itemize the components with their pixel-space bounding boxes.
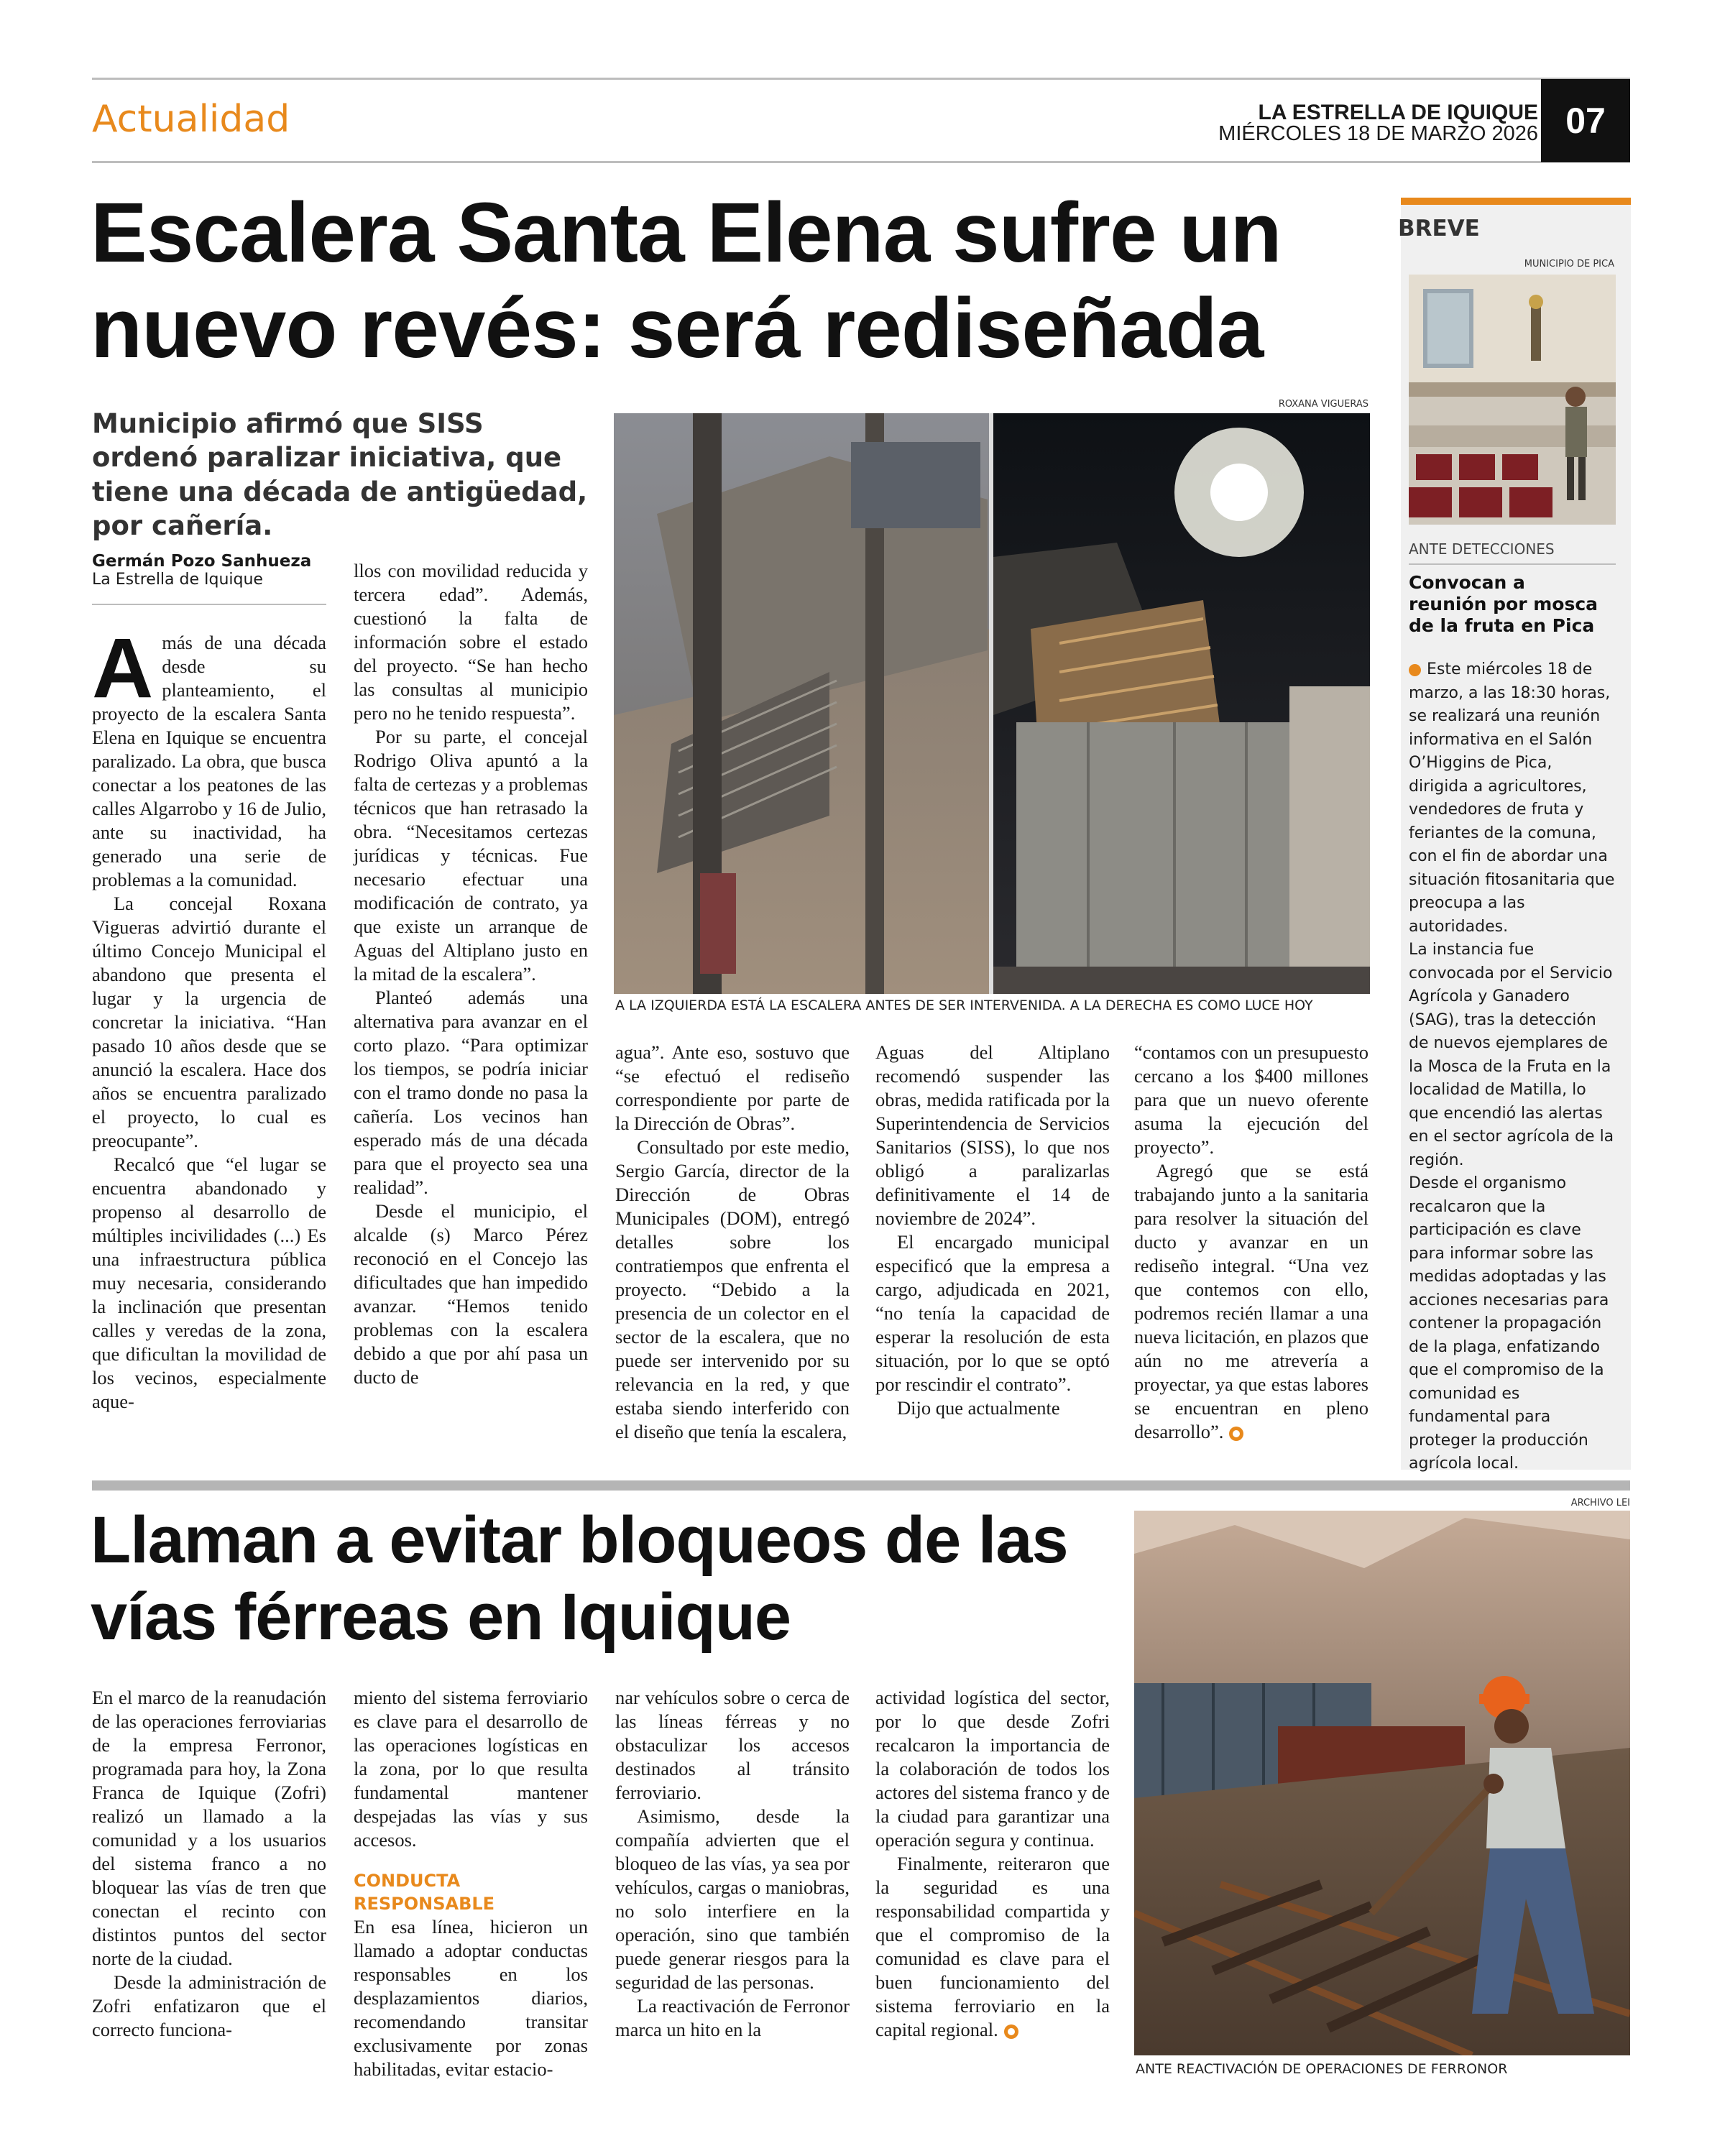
paragraph: La concejal Roxana Vigueras advirtió durante el último Concejo Municipal el abandono que presenta el lugar y la urgencia de concretar la iniciativa. “Han pasado 10 años desde que se anunció la escalera. Hace dos años se encuentra paralizado el proyecto, lo cual es preocupante”.: [92, 893, 326, 1151]
top-rule: [92, 78, 1630, 80]
article2-photo: [1134, 1511, 1630, 2055]
breve-body: [1409, 658, 1616, 1476]
paragraph: En el marco de la reanudación de las operaciones ferroviarias de la empresa Ferronor, programada para hoy, la Zona Franca de Iquique (Zofri) realizó un llamado a la comunidad y a los usuarios del sistema franco a no bloquear las vías de tren que conectan el recinto con distintos puntos del sector norte de la ciudad.: [92, 1687, 326, 1969]
end-of-article-icon: [1229, 1427, 1243, 1441]
article1-column-3: [615, 1041, 850, 1444]
paragraph-text: Agregó que se está trabajando junto a la sanitaria para resolver la situación del ducto y avanzar en un rediseño integral. “Una vez que contemos con ello, podremos recién llamar a una nueva licitación, en plazos que aún no me atrevería a proyectar, ya que estas labores se encuentran en pleno desarrollo”.: [1134, 1160, 1368, 1442]
section-label: Actualidad: [92, 98, 290, 141]
article1-photo: [614, 413, 1370, 994]
article1-headline-line1: Escalera Santa Elena sufre un: [91, 185, 1282, 280]
meeting-hall-photo: [1409, 275, 1616, 525]
breve-kicker-rule: [1409, 563, 1616, 565]
paragraph-text: Finalmente, reiteraron que la seguridad es una responsabilidad compartida y que el compromiso de la comunidad es clave para el buen funcionamiento del sistema ferroviario en la capital regional.: [875, 1853, 1110, 2040]
article1-column-4: [875, 1041, 1110, 1420]
header-rule: [92, 161, 1541, 163]
paragraph: Desde la administración de Zofri enfatizaron que el correcto funciona-: [92, 1971, 326, 2040]
article1-dek: Municipio afirmó que SISS ordenó paralizar iniciativa, que tiene una década de antigüedad, por cañería.: [92, 408, 588, 542]
breve-photo: [1409, 275, 1616, 525]
masthead: [1218, 102, 1538, 144]
paragraph: llos con movilidad reducida y tercera edad”. Además, cuestionó la falta de información sobre el estado del proyecto. “Se han hecho las consultas al municipio pero no he tenido respuesta”.: [354, 560, 588, 724]
article2-column-2: [354, 1686, 588, 2081]
breve-paragraph: [1409, 658, 1616, 939]
breve-title: BREVE: [1398, 216, 1480, 241]
paragraph: Recalcó que “el lugar se encuentra abandonado y propenso al desarrollo de múltiples incivilidades (...) Es una infraestructura pública muy necesaria, considerando la inclinación que presentan calles y veredas de la zona, que dificultan la movilidad de los vecinos, especialmente aque-: [92, 1153, 326, 1412]
article1-column-2: [354, 559, 588, 1389]
newspaper-name: LA ESTRELLA DE IQUIQUE: [1258, 101, 1538, 124]
byline-rule: [92, 604, 326, 605]
paragraph: Planteó además una alternativa para avanzar en el corto plazo. “Para optimizar los tiempos, se podría iniciar con el tramo donde no pasa la cañería. Los vecinos han esperado más de una década para que el proyecto sea una realidad”.: [354, 987, 588, 1198]
author-outlet: La Estrella de Iquique: [92, 571, 263, 589]
breve-photo-credit: MUNICIPIO DE PICA: [1524, 259, 1614, 270]
drop-cap: A: [92, 621, 154, 716]
paragraph: miento del sistema ferroviario es clave para el desarrollo de las operaciones logísticas en la zona, por lo que resulta fundamental mantener despejadas las vías y sus accesos.: [354, 1687, 588, 1851]
paragraph: actividad logística del sector, por lo que desde Zofri recalcaron la importancia de la colaboración de todos los actores del sistema franco y de la ciudad para garantizar una operación segura y continua.: [875, 1687, 1110, 1851]
paragraph: Asimismo, desde la compañía advierten que el bloqueo de las vías, ya sea por vehículos, cargas o maniobras, no solo interfiere en la operación, sino que también puede generar riesgos para la seguridad de las personas.: [615, 1805, 850, 1993]
article1-photo-caption: A LA IZQUIERDA ESTÁ LA ESCALERA ANTES DE SER INTERVENIDA. A LA DERECHA ES COMO LUCE HOY: [615, 998, 1313, 1013]
breve-kicker: ANTE DETECCIONES: [1409, 540, 1555, 558]
stair-comparison-photo: [614, 413, 1370, 994]
article2-photo-credit: ARCHIVO LEI: [1570, 1498, 1630, 1508]
article2-column-3: [615, 1686, 850, 2042]
paragraph: [1134, 1159, 1368, 1444]
article1-byline: [92, 552, 329, 589]
article2-column-4: [875, 1686, 1110, 2042]
article1-headline: [91, 185, 1384, 377]
article2-headline: [91, 1502, 1097, 1655]
article2-subhead: CONDUCTA RESPONSABLE: [354, 1871, 495, 1914]
article1-headline-line2: nuevo revés: será rediseñada: [91, 281, 1264, 377]
paragraph: Consultado por este medio, Sergio García, director de la Dirección de Obras Municipales (DOM), entregó detalles sobre los contratiempos que enfrenta el proyecto. “Debido a la presencia de un colector en el sector de la escalera, que no puede ser intervenido por su relevancia en la red, y que estaba siendo interferido con el diseño que tenía la escalera,: [615, 1136, 850, 1442]
author-name: Germán Pozo Sanhueza: [92, 552, 312, 571]
paragraph: Desde el municipio, el alcalde (s) Marco Pérez reconoció en el Concejo las dificultades que han impedido avanzar. “Hemos tenido problemas con la escalera debido a que por ahí pasa un ducto de: [354, 1200, 588, 1388]
paragraph: En esa línea, hicieron un llamado a adoptar conductas responsables en los desplazamientos diarios, recomendando transitar exclusivamente por zonas habilitadas, evitar estacio-: [354, 1916, 588, 2080]
issue-date: MIÉRCOLES 18 DE MARZO 2026: [1218, 122, 1538, 145]
paragraph: Por su parte, el concejal Rodrigo Oliva apuntó a la falta de certezas y a problemas técnicos que han retrasado la obra. “Necesitamos certezas jurídicas y técnicas. Fue necesario efectuar una modificación de contrato, ya que existe un arranque de Aguas del Altiplano justo en la mitad de la escalera”.: [354, 726, 588, 985]
breve-paragraph: La instancia fue convocada por el Servicio Agrícola y Ganadero (SAG), tras la detección de nuevos ejemplares de la Mosca de la Fruta en la localidad de Matilla, lo que encendió las alertas en el sector agrícola de la región.: [1409, 941, 1614, 1169]
paragraph: Dijo que actualmente: [897, 1397, 1060, 1419]
paragraph: La reactivación de Ferronor marca un hito en la: [615, 1995, 850, 2040]
end-of-article-icon: [1004, 2024, 1018, 2039]
article1-column-5: [1134, 1041, 1368, 1444]
paragraph: Aguas del Altiplano recomendó suspender las obras, medida ratificada por la Superintendencia de Servicios Sanitarios (SISS), lo que nos obligó a paralizarlas definitivamente el 14 de noviembre de 2024”.: [875, 1041, 1110, 1229]
orange-dot-icon: [1409, 664, 1421, 676]
article1-photo-credit: ROXANA VIGUERAS: [1278, 399, 1368, 410]
page-number: 07: [1541, 79, 1630, 162]
paragraph: agua”. Ante eso, sostuvo que “se efectuó el rediseño correspondiente por parte de la Dirección de Obras”.: [615, 1041, 850, 1134]
article2-column-1: [92, 1686, 326, 2042]
paragraph: El encargado municipal especificó que la empresa a cargo, adjudicada en 2021, “no tenía la capacidad de esperar la resolución de esta situación, por lo que se optó por rescindir el contrato”.: [875, 1231, 1110, 1395]
article2-photo-caption: ANTE REACTIVACIÓN DE OPERACIONES DE FERRONOR: [1136, 2061, 1508, 2077]
paragraph: “contamos con un presupuesto cercano a los $400 millones para que un nuevo oferente asuma la ejecución del proyecto”.: [1134, 1041, 1368, 1158]
paragraph: [875, 1852, 1110, 2042]
article2-headline-line1: Llaman a evitar bloqueos de las: [91, 1503, 1068, 1577]
section-divider: [92, 1480, 1630, 1491]
paragraph: más de una década desde su planteamiento, el proyecto de la escalera Santa Elena en Iquique se encuentra paralizado. La obra, que busca conectar a los peatones de las calles Algarrobo y 16 de Julio, ante su inactividad, ha generado una serie de problemas a la comunidad.: [92, 632, 326, 890]
breve-accent-bar: [1401, 198, 1631, 205]
breve-paragraph: Desde el organismo recalcaron que la participación es clave para informar sobre las medidas adoptadas y las acciones necesarias para contener la propagación de la plaga, enfatizando que el compromiso de la comunidad es fundamental para proteger la producción agrícola local.: [1409, 1174, 1609, 1473]
railway-worker-photo: [1134, 1511, 1630, 2055]
article2-headline-line2: vías férreas en Iquique: [91, 1580, 791, 1654]
breve-headline: Convocan a reunión por mosca de la fruta en Pica: [1409, 572, 1598, 636]
article1-column-1: [92, 621, 326, 1414]
breve-paragraph-text: Este miércoles 18 de marzo, a las 18:30 horas, se realizará una reunión informativa en el Salón O’Higgins de Pica, dirigida a agricultores, vendedores de fruta y feriantes de la comuna, con el fin de abordar una situación fitosanitaria que preocupa a las autoridades.: [1409, 660, 1615, 936]
paragraph: nar vehículos sobre o cerca de las líneas férreas y no obstaculizar los accesos destinados al tránsito ferroviario.: [615, 1687, 850, 1803]
